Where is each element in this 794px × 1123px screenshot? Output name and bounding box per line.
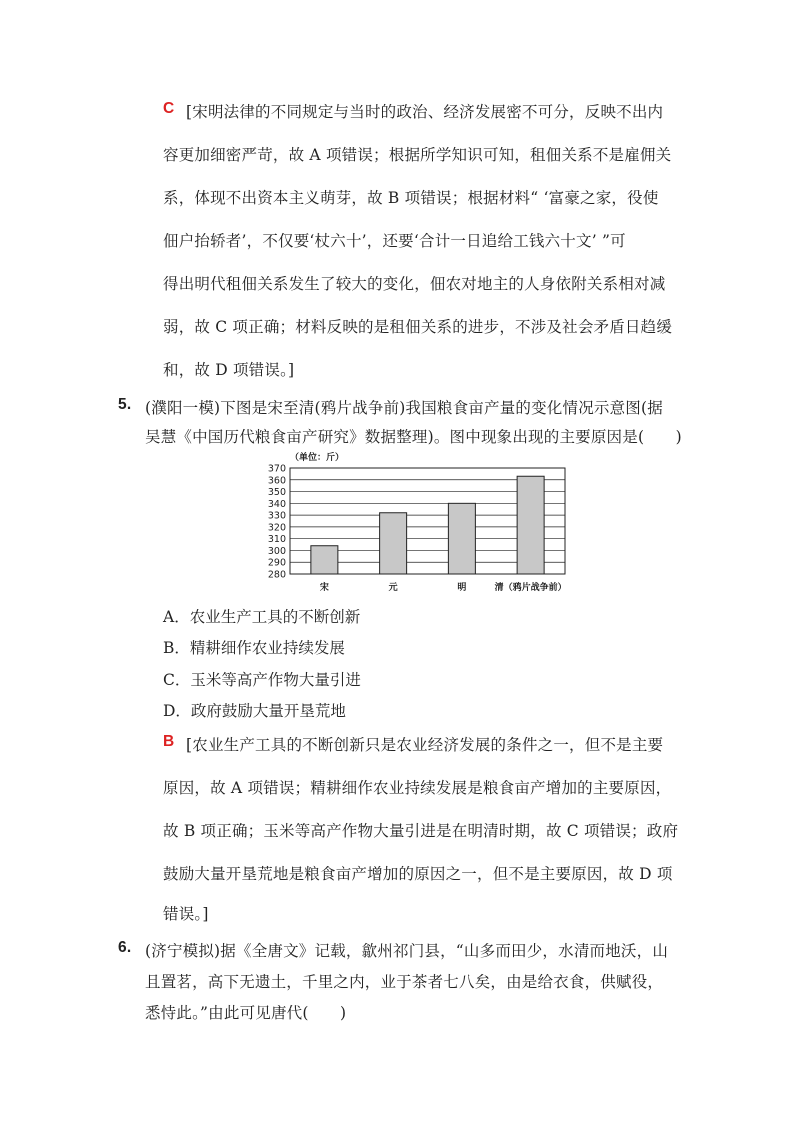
question-text: 吴慧《中国历代粮食亩产研究》数据整理)。图中现象出现的主要原因是( ) xyxy=(145,428,682,446)
explanation-line: 和，故 D 项错误。] xyxy=(163,361,295,379)
chart-bars xyxy=(311,476,544,574)
explanation-line: 弱，故 C 项正确；材料反映的是租佃关系的进步，不涉及社会矛盾日趋缓 xyxy=(163,318,673,336)
grain-yield-bar-chart xyxy=(250,448,580,598)
y-tick-label: 370 xyxy=(267,463,286,475)
explanation-line: 鼓励大量开垦荒地是粮食亩产增加的原因之一，但不是主要原因，故 D 项 xyxy=(163,865,673,883)
question-text: 且置茗，高下无遗土，千里之内，业于茶者七八矣，由是给衣食，供赋役， xyxy=(145,973,664,991)
y-tick-label: 310 xyxy=(267,534,286,546)
y-tick-label: 280 xyxy=(267,569,286,581)
y-tick-label: 330 xyxy=(267,510,286,522)
question-text: (济宁模拟)据《全唐文》记载，歙州祁门县，“山多而田少，水清而地沃，山 xyxy=(145,942,669,960)
option-d[interactable]: D．政府鼓励大量开垦荒地 xyxy=(163,702,346,720)
chart-unit-label: （单位：斤） xyxy=(290,453,345,463)
y-axis-ticks xyxy=(268,464,286,581)
explanation-line: 错误。] xyxy=(163,905,209,923)
y-tick-label: 360 xyxy=(267,475,286,487)
bar xyxy=(448,503,475,574)
explanation-line: [农业生产工具的不断创新只是农业经济发展的条件之一，但不是主要 xyxy=(186,736,664,754)
y-tick-label: 300 xyxy=(267,545,286,557)
explanation-line: 原因，故 A 项错误；精耕细作农业持续发展是粮食亩产增加的主要原因， xyxy=(163,779,672,797)
explanation-line: 系，体现不出资本主义萌芽，故 B 项错误；根据材料“ ‘富豪之家，役使 xyxy=(163,189,659,207)
explanation-line: 故 B 项正确；玉米等高产作物大量引进是在明清时期，故 C 项错误；政府 xyxy=(163,822,679,840)
question-number: 5. xyxy=(118,396,132,413)
x-tick-label: 明 xyxy=(457,583,467,593)
x-tick-label: 宋 xyxy=(319,583,329,593)
explanation-line: 佃户抬轿者’，不仅要‘杖六十’，还要‘合计一日追给工钱六十文’ ”可 xyxy=(163,232,626,250)
y-tick-label: 340 xyxy=(267,498,286,510)
x-axis-labels xyxy=(320,581,567,593)
bar xyxy=(517,476,544,574)
bar xyxy=(311,546,338,574)
option-b[interactable]: B．精耕细作农业持续发展 xyxy=(163,639,345,657)
y-tick-label: 320 xyxy=(267,522,286,534)
explanation-line: 容更加细密严苛，故 A 项错误；根据所学知识可知，租佃关系不是雇佣关 xyxy=(163,146,672,164)
option-c[interactable]: C．玉米等高产作物大量引进 xyxy=(163,671,361,689)
question-text: 悉恃此。”由此可见唐代( ) xyxy=(145,1004,347,1022)
y-tick-label: 350 xyxy=(267,487,286,499)
question-number: 6. xyxy=(118,939,132,956)
question-text: (濮阳一模)下图是宋至清(鸦片战争前)我国粮食亩产量的变化情况示意图(据 xyxy=(145,399,663,417)
bar xyxy=(380,513,407,574)
x-tick-label: 清（鸦片战争前） xyxy=(494,583,567,593)
answer-letter: C xyxy=(163,100,175,117)
explanation-line: 得出明代租佃关系发生了较大的变化，佃农对地主的人身依附关系相对减 xyxy=(163,275,666,293)
explanation-line: [宋明法律的不同规定与当时的政治、经济发展密不可分，反映不出内 xyxy=(186,103,664,121)
x-tick-label: 元 xyxy=(388,583,398,593)
answer-letter: B xyxy=(163,733,175,750)
option-a[interactable]: A．农业生产工具的不断创新 xyxy=(163,608,361,626)
y-tick-label: 290 xyxy=(267,557,286,569)
